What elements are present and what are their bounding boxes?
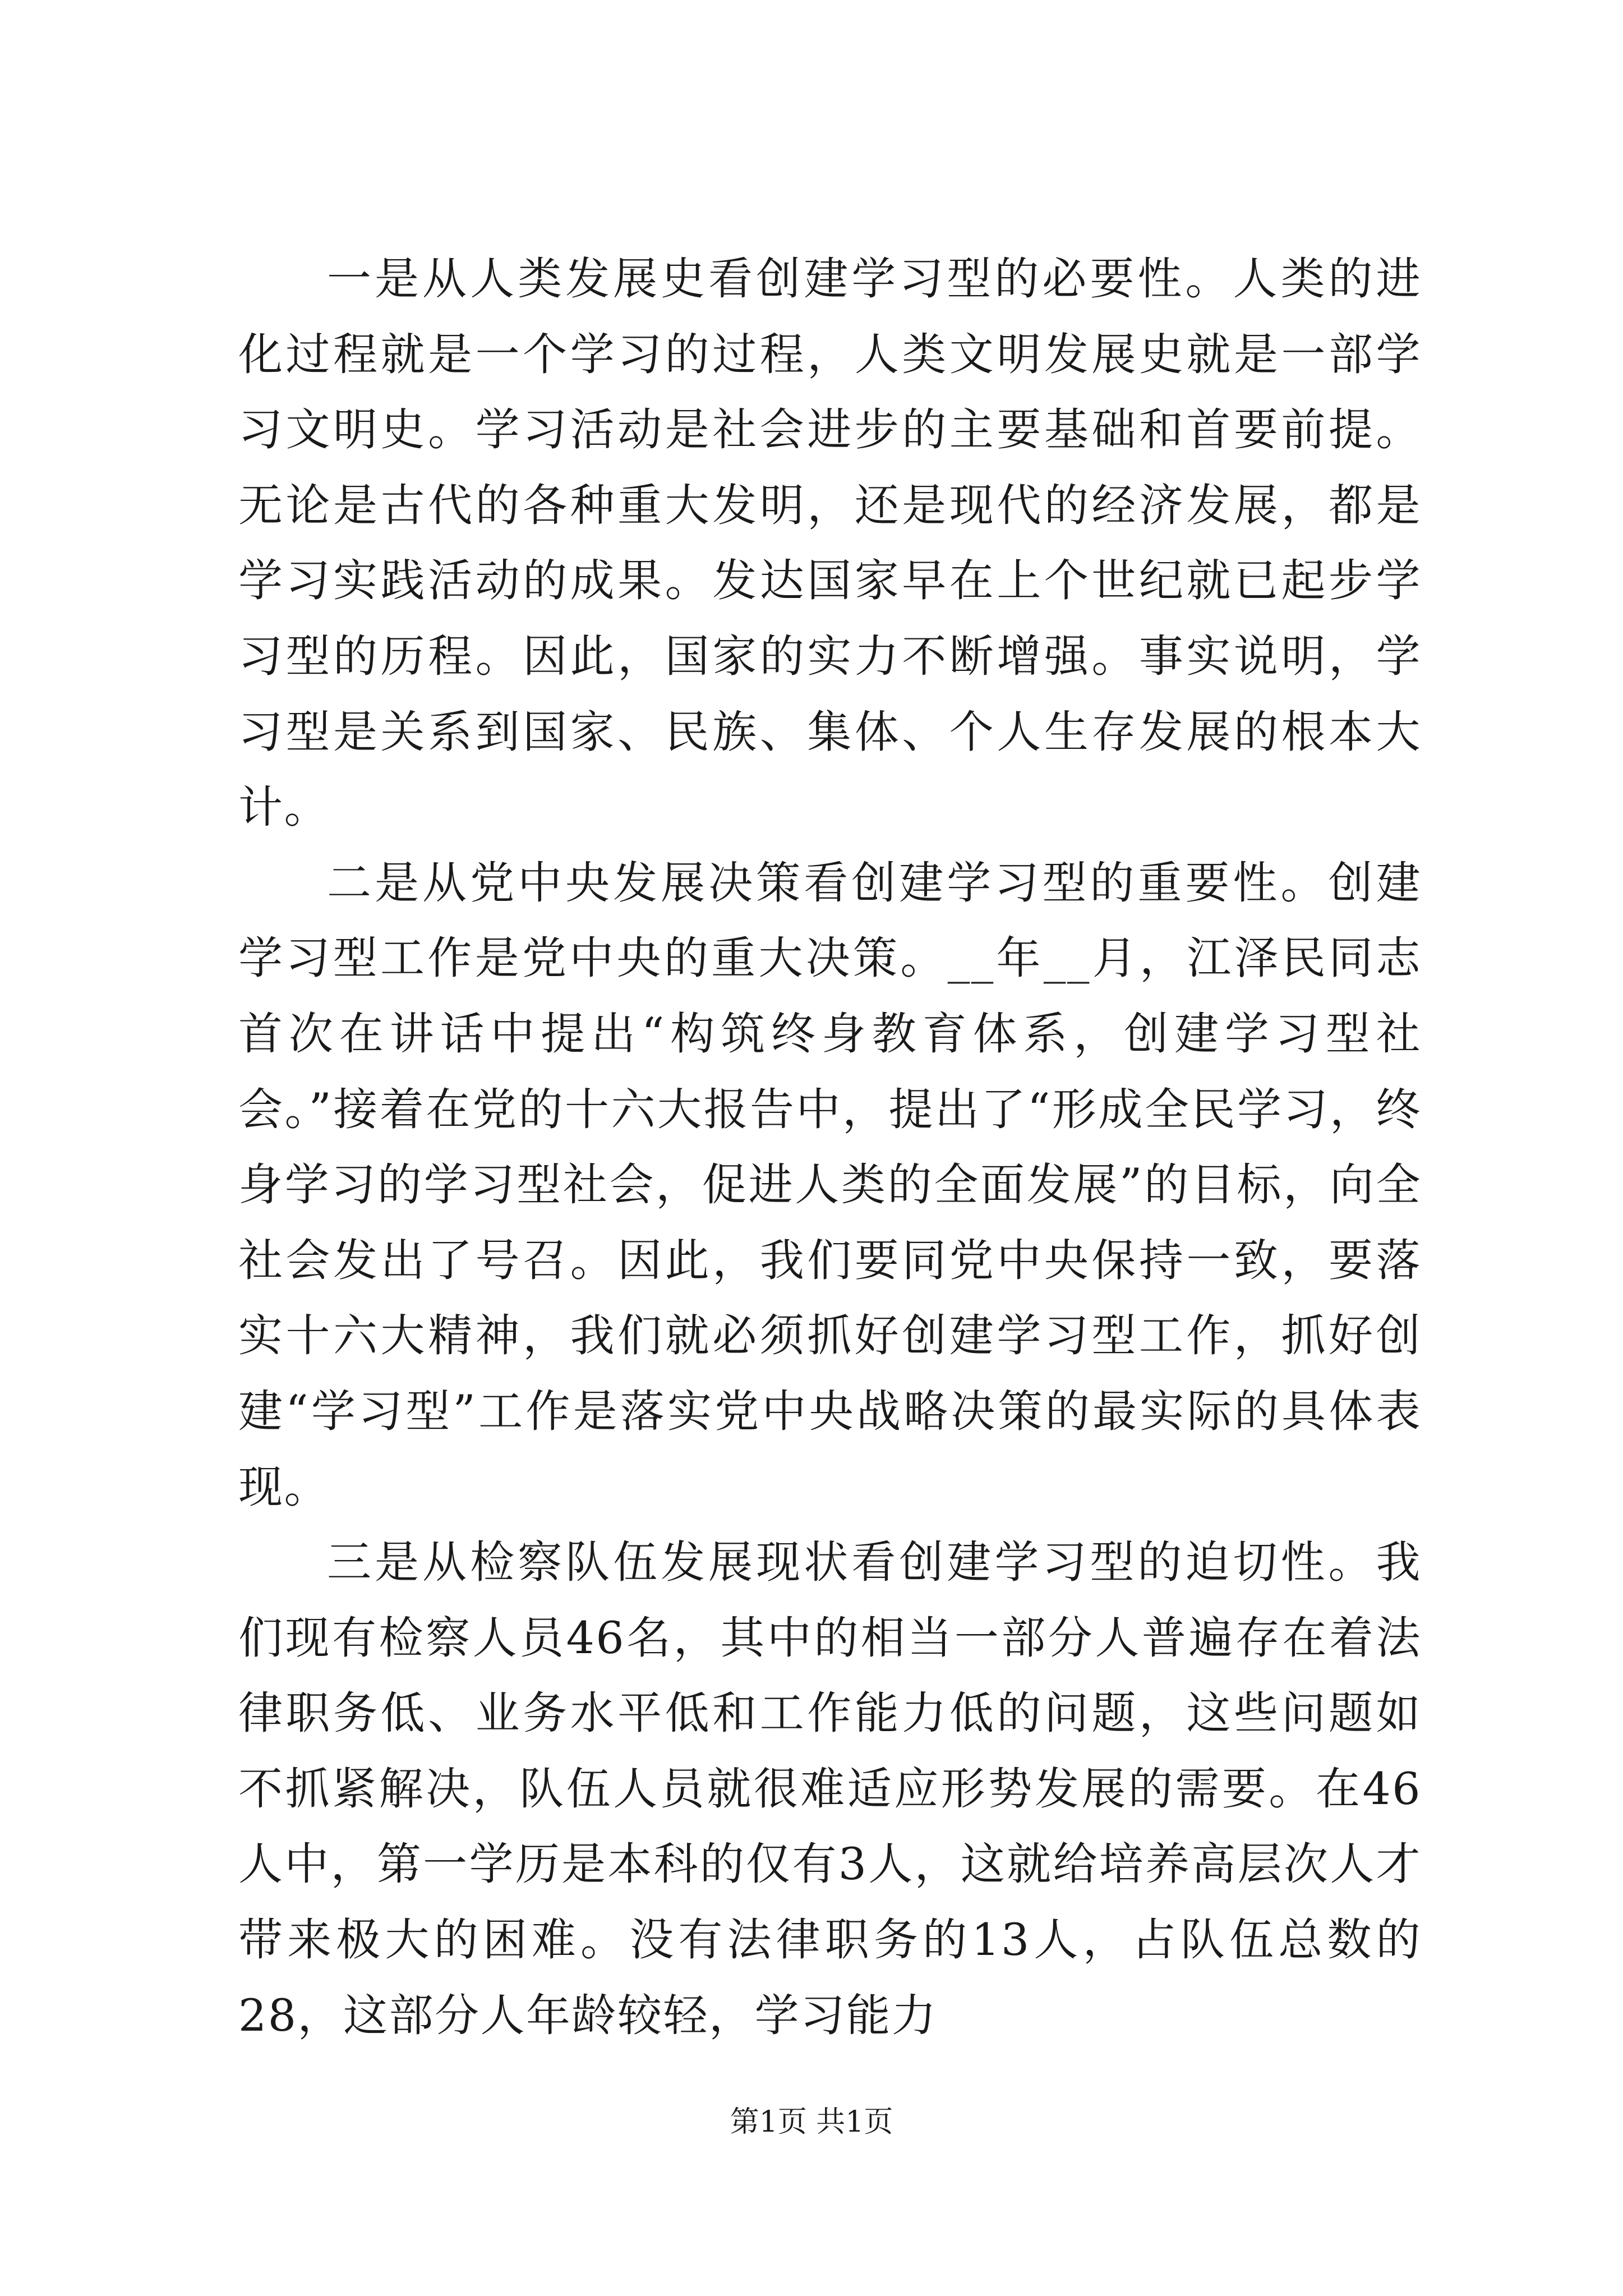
page-number-label: 第1页 共1页: [730, 2105, 893, 2139]
paragraph-2: 二是从党中央发展决策看创建学习型的重要性。创建学习型工作是党中央的重大决策。__年__月，江泽民同志首次在讲话中提出“构筑终身教育体系，创建学习型社会。”接着在党的十六大报告中，提出了“形成全民学习，终身学习的学习型社会，促进人类的全面发展”的目标，向全社会发出了号召。因此，我们要同党中央保持一致，要落实十六大精神，我们就必须抓好创建学习型工作，抓好创建“学习型”工作是落实党中央战略决策的最实际的具体表现。: [238, 857, 1422, 1513]
paragraph-3: 三是从检察队伍发展现状看创建学习型的迫切性。我们现有检察人员46名，其中的相当一部分人普遍存在着法律职务低、业务水平低和工作能力低的问题，这些问题如不抓紧解决，队伍人员就很难适应形势发展的需要。在46人中，第一学历是本科的仅有3人，这就给培养高层次人才带来极大的困难。没有法律职务的13人，占队伍总数的28，这部分人年龄较轻，学习能力: [238, 1536, 1422, 2041]
page-footer: [0, 2098, 1623, 2140]
paragraph-1: 一是从人类发展史看创建学习型的必要性。人类的进化过程就是一个学习的过程，人类文明发展史就是一部学习文明史。学习活动是社会进步的主要基础和首要前提。无论是古代的各种重大发明，还是现代的经济发展，都是学习实践活动的成果。发达国家早在上个世纪就已起步学习型的历程。因此，国家的实力不断增强。事实说明，学习型是关系到国家、民族、集体、个人生存发展的根本大计。: [238, 253, 1422, 834]
document-body: [238, 241, 1422, 2053]
